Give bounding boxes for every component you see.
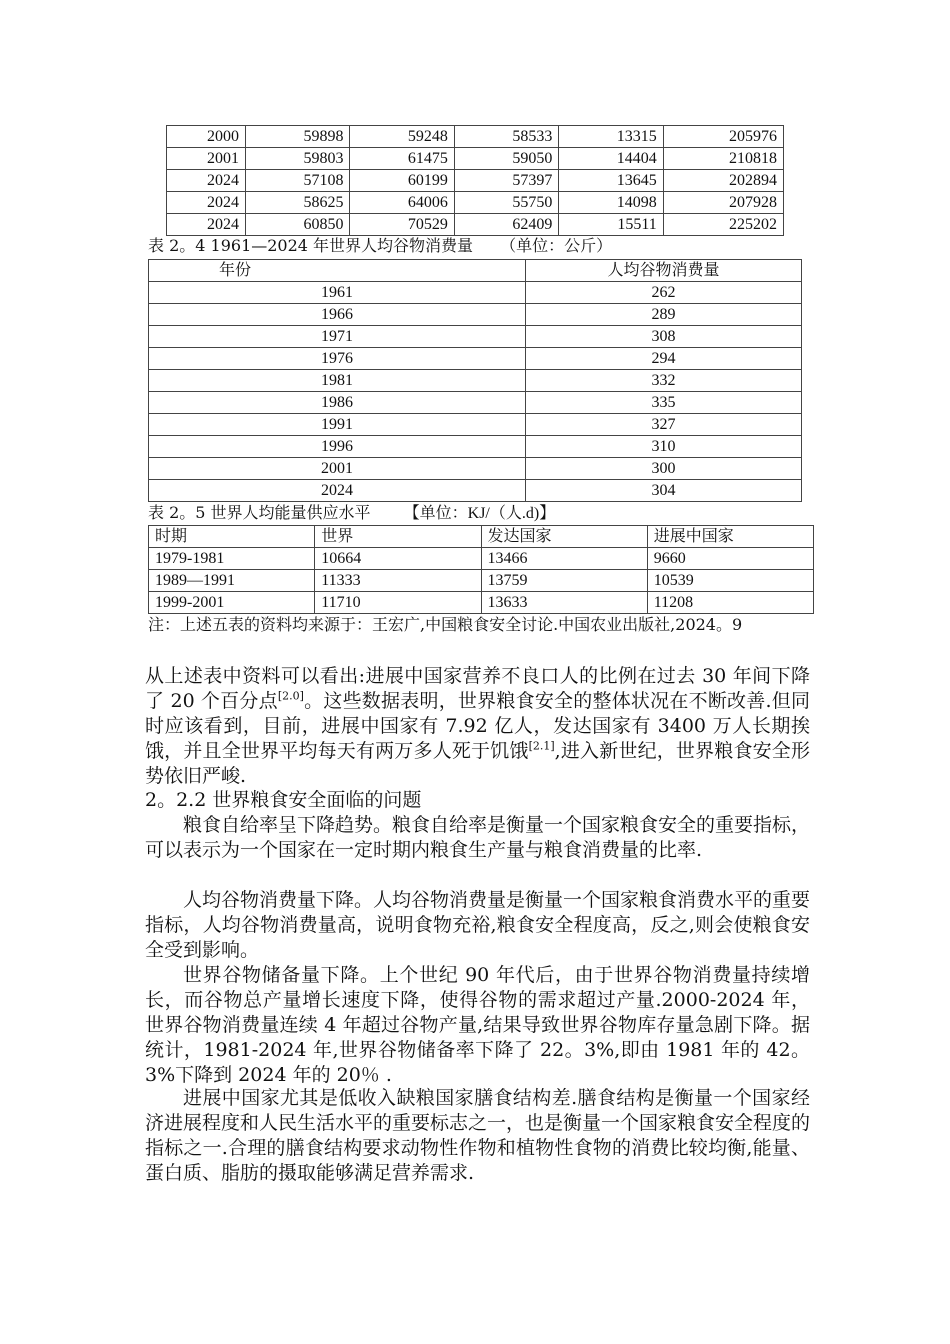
table-row: 1961 262 xyxy=(149,282,802,304)
table-row: 2000 59898 59248 58533 13315 205976 xyxy=(167,126,784,148)
source-note: 注：上述五表的资料均来源于：王宏广,中国粮食安全讨论.中国农业出版社,2024。9 xyxy=(148,615,743,634)
table-header-row xyxy=(149,526,814,548)
section-heading: 2。2.2 世界粮食安全面临的问题 xyxy=(145,789,422,811)
caption-title: 表 2。5 世界人均能量供应水平 xyxy=(148,503,371,522)
body-paragraph: 人均谷物消费量下降。人均谷物消费量是衡量一个国家粮食消费水平的重要指标，人均谷物消费量高，说明食物充裕,粮食安全程度高，反之,则会使粮食安全受到影响。 xyxy=(145,889,811,961)
energy-supply-table xyxy=(148,525,814,614)
table-row: 1981 332 xyxy=(149,370,802,392)
table-row: 2001 300 xyxy=(149,458,802,480)
citation-ref: [2.1] xyxy=(528,739,555,753)
column-header: 进展中国家 xyxy=(647,526,813,548)
column-header: 时期 xyxy=(149,526,315,548)
body-paragraph: 从上述表中资料可以看出:进展中国家营养不良口人的比例在过去 30 年间下降了 20 个百分点[2.0]。这些数据表明，世界粮食安全的整体状况在不断改善.但同时应该看到，目前，进展中国家有 7.92 亿人，发达国家有 3400 万人长期挨饿，并且全世界平均每天有两万多人死于饥饿[2.1],进入新世纪，世界粮食安全形势依旧严峻. xyxy=(145,665,810,787)
table-row: 2024 58625 64006 55750 14098 207928 xyxy=(167,192,784,214)
body-paragraph: 粮食自给率呈下降趋势。粮食自给率是衡量一个国家粮食安全的重要指标，可以表示为一个国家在一定时期内粮食生产量与粮食消费量的比率. xyxy=(145,814,811,861)
table-header-row xyxy=(149,260,802,282)
table-row: 2024 60850 70529 62409 15511 225202 xyxy=(167,214,784,236)
table-row: 1986 335 xyxy=(149,392,802,414)
caption-title: 表 2。4 1961—2024 年世界人均谷物消费量 xyxy=(148,236,474,255)
per-capita-grain-consumption-table xyxy=(148,259,802,502)
grain-data-table-continued xyxy=(166,125,784,236)
table-row: 2024 57108 60199 57397 13645 202894 xyxy=(167,170,784,192)
body-paragraph: 世界谷物储备量下降。上个世纪 90 年代后，由于世界谷物消费量持续增长，而谷物总产量增长速度下降，使得谷物的需求超过产量.2000-2024 年，世界谷物消费量连续 4 年超过谷物产量,结果导致世界谷物库存量急剧下降。据统计，1981-2024 年,世界谷物储备率下降了 22。3%,即由 1981 年的 42。3%下降到 2024 年的 20％ . xyxy=(145,964,810,1086)
table-row: 1971 308 xyxy=(149,326,802,348)
caption-unit: 【单位：KJ/（人.d)】 xyxy=(403,505,556,522)
caption-unit: （单位：公斤） xyxy=(500,236,613,255)
table-row: 1979-1981 10664 13466 9660 xyxy=(149,548,814,570)
column-header: 发达国家 xyxy=(481,526,647,548)
table-row: 1991 327 xyxy=(149,414,802,436)
column-header: 人均谷物消费量 xyxy=(526,260,802,282)
table-row: 2024 304 xyxy=(149,480,802,502)
table-row: 1999-2001 11710 13633 11208 xyxy=(149,592,814,614)
table-2-5-caption xyxy=(148,503,555,524)
table-row: 1996 310 xyxy=(149,436,802,458)
table-row: 2001 59803 61475 59050 14404 210818 xyxy=(167,148,784,170)
table-row: 1966 289 xyxy=(149,304,802,326)
column-header: 年份 xyxy=(149,260,526,282)
citation-ref: [2.0] xyxy=(277,689,304,703)
table-row: 1976 294 xyxy=(149,348,802,370)
table-2-4-caption xyxy=(148,236,612,256)
body-paragraph: 进展中国家尤其是低收入缺粮国家膳食结构差.膳食结构是衡量一个国家经济进展程度和人民生活水平的重要标志之一，也是衡量一个国家粮食安全程度的指标之一.合理的膳食结构要求动物性作物和植物性食物的消费比较均衡,能量、蛋白质、脂肪的摄取能够满足营养需求. xyxy=(145,1087,811,1184)
column-header: 世界 xyxy=(315,526,481,548)
table-row: 1989—1991 11333 13759 10539 xyxy=(149,570,814,592)
